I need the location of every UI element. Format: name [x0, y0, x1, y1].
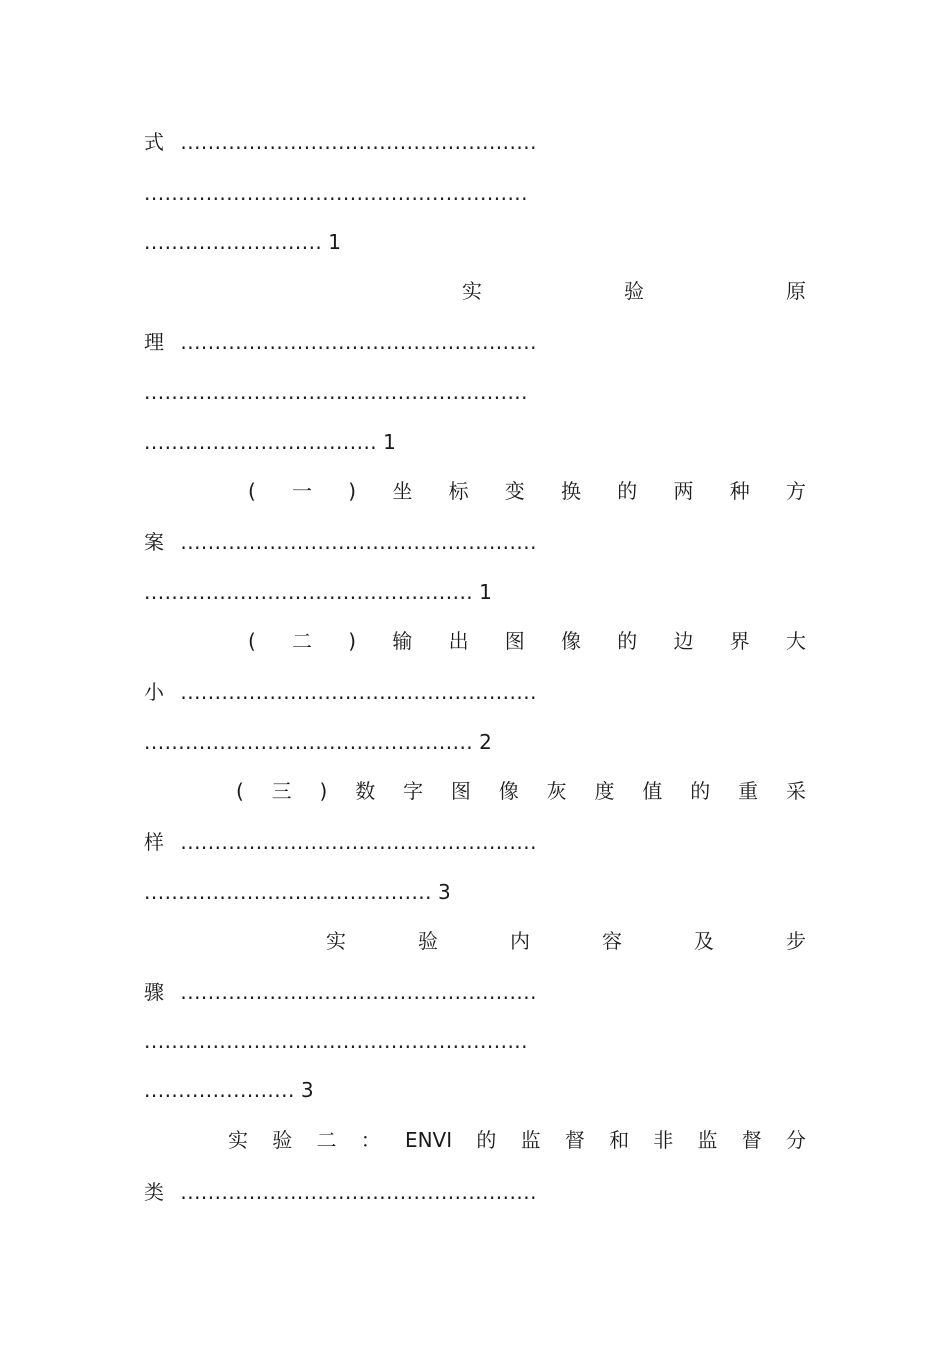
- toc-dots: ....................................................: [180, 130, 537, 154]
- toc-dots: ................................................: [144, 730, 474, 754]
- toc-line-2: [144, 178, 528, 208]
- toc-heading-char: 变: [504, 479, 525, 503]
- toc-page-number: 1: [383, 430, 396, 454]
- toc-dots: ..........................................: [144, 880, 433, 904]
- toc-heading-char: 像: [561, 629, 582, 653]
- toc-heading-char: 一: [292, 479, 313, 503]
- toc-dots: ....................................................: [180, 530, 537, 554]
- toc-char: 理: [144, 330, 164, 354]
- toc-heading-char: 二: [316, 1128, 337, 1152]
- toc-line-19: [144, 1026, 528, 1056]
- toc-heading-char: 二: [292, 629, 313, 653]
- toc-heading-char: 原: [786, 279, 806, 303]
- toc-heading-char: 的: [476, 1128, 497, 1152]
- toc-heading-char: 出: [448, 629, 469, 653]
- toc-heading-char: ): [348, 479, 357, 503]
- toc-page-number: 1: [479, 580, 492, 604]
- toc-heading-5: [326, 926, 806, 956]
- toc-heading-char: 标: [448, 479, 469, 503]
- toc-heading-char: 输: [392, 629, 413, 653]
- toc-page-number: 3: [438, 880, 451, 904]
- toc-heading-char: 实: [228, 1128, 248, 1152]
- toc-heading-char: 边: [673, 629, 694, 653]
- toc-line-6: [144, 377, 528, 407]
- toc-heading-char: 实: [326, 929, 346, 953]
- toc-line-20: [144, 1075, 314, 1105]
- toc-line-7: [144, 427, 396, 457]
- toc-dots: ........................................................: [144, 1029, 529, 1053]
- toc-heading-char: 重: [738, 779, 759, 803]
- toc-heading-char: 采: [785, 779, 806, 803]
- toc-heading-char: 监: [697, 1128, 718, 1152]
- toc-heading-4: [236, 776, 806, 806]
- toc-heading-char: 分: [786, 1128, 806, 1152]
- toc-char: 式: [144, 130, 164, 154]
- toc-heading-char: ：: [360, 1128, 381, 1152]
- toc-heading-char: 灰: [546, 779, 567, 803]
- toc-heading-char: 图: [450, 779, 471, 803]
- toc-heading-char: 实: [462, 279, 482, 303]
- toc-heading-char: 验: [272, 1128, 293, 1152]
- toc-heading-char: 督: [564, 1128, 585, 1152]
- toc-heading-char: 的: [617, 629, 638, 653]
- toc-dots: ..................................: [144, 430, 378, 454]
- toc-dots: ........................................................: [144, 181, 529, 205]
- toc-heading-char: 数: [355, 779, 376, 803]
- toc-heading-char: 坐: [392, 479, 413, 503]
- toc-char: 案: [144, 530, 164, 554]
- toc-heading-char: 及: [694, 929, 714, 953]
- toc-line-13: [144, 727, 492, 757]
- toc-heading-char: 字: [403, 779, 424, 803]
- toc-line-22: [144, 1177, 537, 1207]
- toc-heading-char: ): [319, 779, 328, 803]
- toc-page-number: 3: [300, 1078, 314, 1102]
- toc-heading-char: 大: [785, 629, 806, 653]
- toc-char: 样: [144, 830, 164, 854]
- toc-heading-char: 图: [504, 629, 525, 653]
- toc-line-16: [144, 877, 451, 907]
- toc-heading-char: 换: [561, 479, 582, 503]
- toc-line-9: [144, 527, 537, 557]
- toc-dots: ....................................................: [180, 330, 537, 354]
- toc-heading-3: [248, 626, 806, 656]
- toc-page-number: 1: [328, 230, 342, 254]
- toc-line-15: [144, 827, 537, 857]
- toc-heading-char: 步: [786, 929, 806, 953]
- toc-heading-char: 方: [785, 479, 806, 503]
- toc-char: 骤: [144, 980, 164, 1004]
- toc-heading-char: 非: [653, 1128, 674, 1152]
- toc-heading-char: 度: [594, 779, 615, 803]
- toc-heading-char: (: [248, 479, 256, 503]
- toc-char: 小: [144, 680, 164, 704]
- toc-heading-char: 验: [624, 279, 644, 303]
- toc-line-1: [144, 127, 537, 157]
- toc-heading-2: [248, 476, 806, 506]
- toc-line-10: [144, 577, 492, 607]
- toc-dots: ....................................................: [180, 980, 537, 1004]
- toc-dots: ....................................................: [180, 830, 537, 854]
- toc-heading-char: 界: [729, 629, 750, 653]
- toc-heading-char: ): [348, 629, 357, 653]
- toc-heading-char: ENVI: [404, 1128, 453, 1152]
- toc-heading-char: 的: [690, 779, 711, 803]
- toc-line-3: [144, 227, 341, 257]
- toc-dots: ....................................................: [180, 680, 537, 704]
- toc-heading-char: 监: [520, 1128, 541, 1152]
- toc-heading-1: [462, 276, 806, 306]
- toc-char: 类: [144, 1180, 164, 1204]
- toc-heading-char: 内: [510, 929, 530, 953]
- toc-line-18: [144, 977, 537, 1007]
- toc-heading-char: 种: [729, 479, 750, 503]
- toc-heading-6: [228, 1125, 806, 1155]
- toc-dots: ........................................................: [144, 380, 529, 404]
- toc-dots: ..........................: [144, 230, 323, 254]
- toc-heading-char: (: [248, 629, 256, 653]
- toc-heading-char: 和: [609, 1128, 630, 1152]
- toc-heading-char: 督: [741, 1128, 762, 1152]
- toc-heading-char: 三: [271, 779, 292, 803]
- toc-heading-char: 验: [418, 929, 438, 953]
- toc-heading-char: (: [236, 779, 244, 803]
- toc-line-5: [144, 327, 537, 357]
- toc-heading-char: 两: [673, 479, 694, 503]
- toc-heading-char: 容: [602, 929, 622, 953]
- toc-dots: ......................: [144, 1078, 295, 1102]
- toc-heading-char: 像: [498, 779, 519, 803]
- toc-dots: ....................................................: [180, 1180, 537, 1204]
- toc-line-12: [144, 677, 537, 707]
- toc-heading-char: 值: [642, 779, 663, 803]
- toc-page-number: 2: [479, 730, 492, 754]
- toc-dots: ................................................: [144, 580, 474, 604]
- toc-heading-char: 的: [617, 479, 638, 503]
